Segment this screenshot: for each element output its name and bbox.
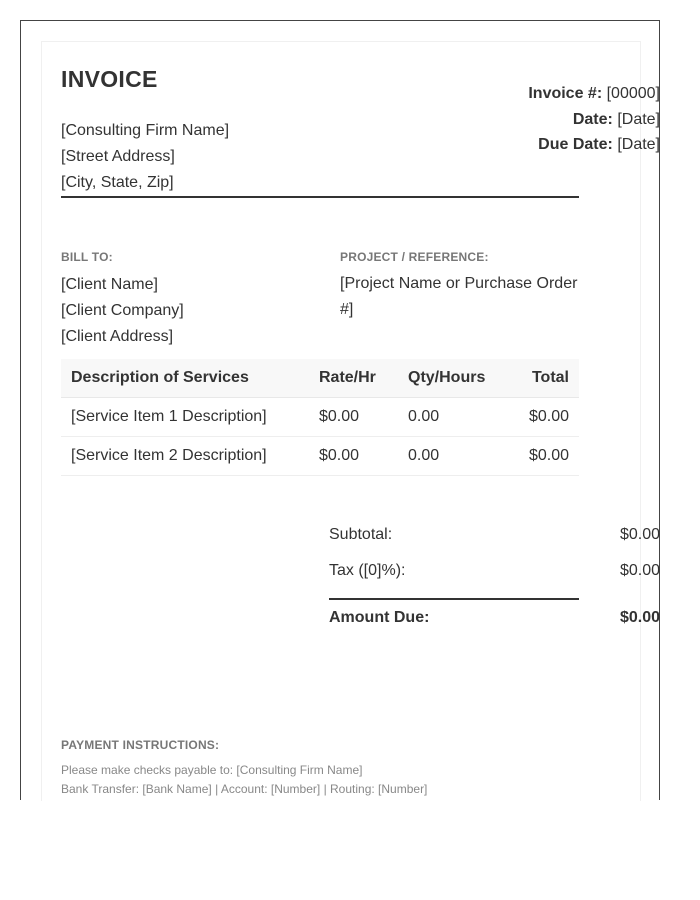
amount-due-label: Amount Due:: [329, 609, 430, 626]
project-reference-label: PROJECT / REFERENCE:: [340, 250, 489, 264]
client-address: [Client Address]: [61, 328, 174, 345]
bill-to-label: BILL TO:: [61, 250, 113, 264]
service-description: [Service Item 2 Description]: [61, 437, 309, 476]
invoice-date-label: Date:: [572, 111, 613, 128]
invoice-number-value: [00000]: [606, 85, 660, 102]
service-rate: $0.00: [309, 437, 398, 476]
due-date-value: [Date]: [617, 136, 660, 153]
column-header-qty: Qty/Hours: [398, 359, 504, 398]
client-company: [Client Company]: [61, 302, 184, 319]
firm-street-address: [Street Address]: [61, 148, 175, 165]
header-divider: [61, 196, 579, 198]
tax-value: $0.00: [619, 562, 660, 579]
payment-checks-line: Please make checks payable to: [Consulting Firm Name]: [61, 763, 363, 777]
service-total: $0.00: [504, 437, 579, 476]
tax-label: Tax ([0]%):: [329, 562, 406, 579]
table-header-row: [61, 359, 579, 398]
invoice-date-value: [Date]: [617, 111, 660, 128]
subtotal-value: $0.00: [619, 526, 660, 543]
service-total: $0.00: [504, 398, 579, 437]
due-date-line: [538, 136, 660, 154]
project-reference-text: [Project Name or Purchase Order #]: [340, 275, 578, 318]
service-description: [Service Item 1 Description]: [61, 398, 309, 437]
totals-divider: [329, 598, 579, 600]
firm-name: [Consulting Firm Name]: [61, 122, 230, 139]
invoice-number-label: Invoice #:: [528, 85, 603, 102]
client-name: [Client Name]: [61, 276, 158, 293]
invoice-date-line: [573, 111, 660, 129]
table-row: [61, 437, 579, 476]
service-qty: 0.00: [398, 437, 504, 476]
column-header-total: Total: [504, 359, 579, 398]
payment-instructions-label: PAYMENT INSTRUCTIONS:: [61, 738, 220, 752]
column-header-rate: Rate/Hr: [309, 359, 398, 398]
service-rate: $0.00: [309, 398, 398, 437]
subtotal-label: Subtotal:: [329, 526, 393, 543]
due-date-label: Due Date:: [538, 136, 613, 153]
payment-bank-line: Bank Transfer: [Bank Name] | Account: [Number] | Routing: [Number]: [61, 782, 428, 796]
amount-due-value: $0.00: [619, 609, 660, 626]
column-header-description: Description of Services: [61, 359, 309, 398]
invoice-number-line: [528, 85, 660, 103]
table-row: [61, 398, 579, 437]
firm-city-state-zip: [City, State, Zip]: [61, 174, 174, 191]
service-qty: 0.00: [398, 398, 504, 437]
services-table: [61, 359, 579, 476]
invoice-title: INVOICE: [61, 66, 158, 92]
